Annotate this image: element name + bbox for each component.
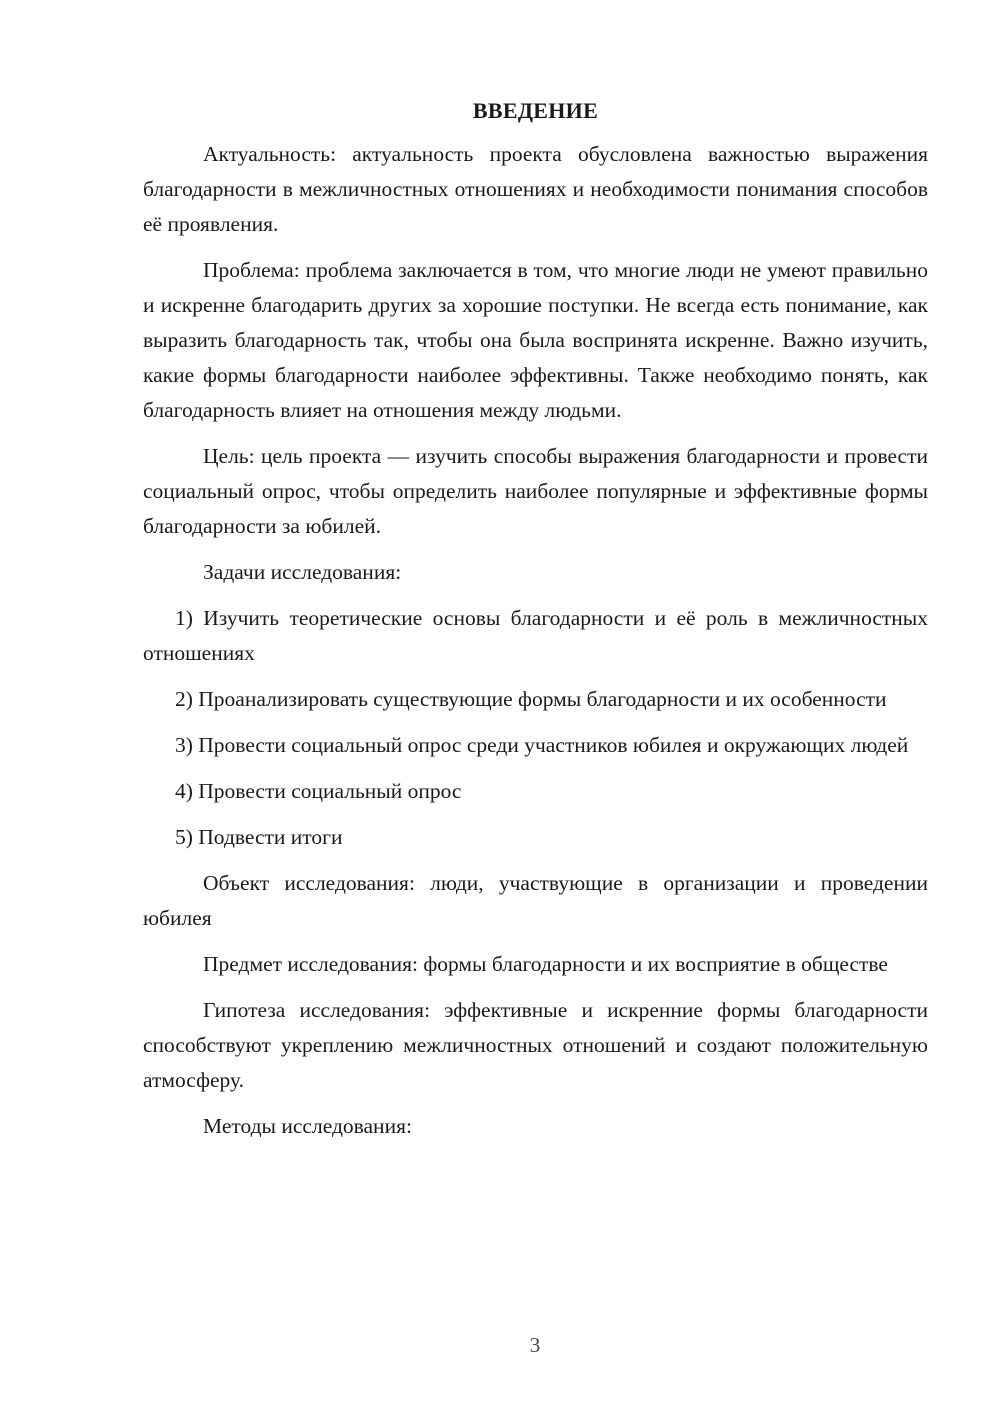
problem-paragraph: Проблема: проблема заключается в том, что многие люди не умеют правильно и искренне благодарить других за хорошие поступки. Не всегда есть понимание, как выразить благодарность так, чтобы она была воспринята искренне. Важно изучить, какие формы благодарности наиболее эффективны. Также необходимо понять, как благодарность влияет на отношения между людьми. [143, 258, 928, 422]
document-page [143, 94, 928, 1144]
relevance-paragraph: Актуальность: актуальность проекта обусловлена важностью выражения благодарности в межличностных отношениях и необходимости понимания способов её проявления. [143, 142, 928, 236]
task-item-1: 1) Изучить теоретические основы благодарности и её роль в межличностных отношениях [143, 606, 928, 665]
subject-paragraph: Предмет исследования: формы благодарности и их восприятие в обществе [203, 952, 888, 976]
hypothesis-paragraph: Гипотеза исследования: эффективные и искренние формы благодарности способствуют укреплению межличностных отношений и создают положительную атмосферу. [143, 998, 928, 1092]
goal-paragraph: Цель: цель проекта — изучить способы выражения благодарности и провести социальный опрос, чтобы определить наиболее популярные и эффективные формы благодарности за юбилей. [143, 444, 928, 538]
task-item-4: 4) Провести социальный опрос [175, 779, 462, 803]
tasks-title: Задачи исследования: [203, 560, 402, 584]
task-item-2: 2) Проанализировать существующие формы благодарности и их особенности [175, 687, 887, 711]
object-paragraph: Объект исследования: люди, участвующие в организации и проведении юбилея [143, 871, 928, 930]
methods-title: Методы исследования: [203, 1114, 412, 1138]
section-heading: ВВЕДЕНИЕ [472, 98, 599, 123]
task-item-5: 5) Подвести итоги [175, 825, 343, 849]
page-number: 3 [529, 1333, 541, 1357]
task-item-3: 3) Провести социальный опрос среди участников юбилея и окружающих людей [175, 733, 909, 757]
